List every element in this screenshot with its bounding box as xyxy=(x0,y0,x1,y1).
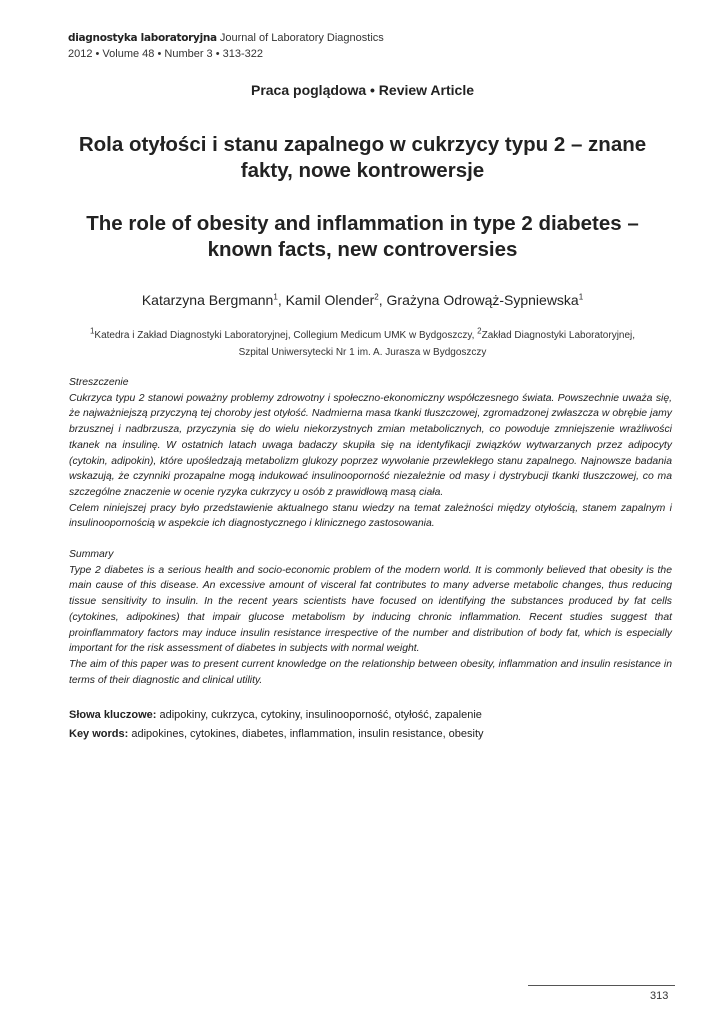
keywords-english xyxy=(69,728,679,740)
author-list xyxy=(0,292,725,308)
author-name: Katarzyna Bergmann xyxy=(141,292,274,308)
affiliation-text: Zakład Diagnostyki Laboratoryjnej, xyxy=(481,330,636,341)
abstract-body: Cukrzyca typu 2 stanowi poważny problemy zdrowotny i społeczno-ekonomiczny współczesnego świata. Powszechnie uważa się, że najważniejszą przyczyną tej choroby jest otyłość. Nadmierna masa tkanki tłuszczowej, zgromadzonej zwłaszcza w obrębie jamy brzusznej i nadbrzusza, przyczynia się do wielu niekorzystnych zmian metabolicznych, co powoduje zmniejszenie wrażliwości tkanek na insulinę. W ostatnich latach uwaga badaczy skupiła się na identyfikacji związków wytwarzanych przez adipocyty (cytokin, adipokin), które upośledzają metabolizm glukozy poprzez wywołanie przewlekłego stanu zapalnego. Najnowsze badania wskazują, że czynniki prozapalne mogą indukować insulinooporność niezależnie od masy i dystrybucji tkanki tłuszczowej, co ma szczególne znaczenie w ocenie ryzyka cukrzycy u osób z prawidłową masą ciała. xyxy=(69,392,672,498)
abstract-aim: Celem niniejszej pracy było przedstawienie aktualnego stanu wiedzy na temat zależności między otyłością, stanem zapalnym i insulinoopornością w aspekcie ich diagnostycznego i klinicznego zastosowania. xyxy=(69,502,672,530)
title-polish: Rola otyłości i stanu zapalnego w cukrzycy typu 2 – znane fakty, nowe kontrowersje xyxy=(78,133,647,182)
journal-line xyxy=(68,30,384,46)
author-affiliation-mark: 1 xyxy=(273,292,278,302)
journal-header xyxy=(68,30,384,62)
author-separator: , xyxy=(378,292,387,308)
abstract-english xyxy=(69,547,672,688)
keywords-text: adipokiny, cukrzyca, cytokiny, insulinooporność, otyłość, zapalenie xyxy=(156,709,482,721)
affiliation-text: Katedra i Zakład Diagnostyki Laboratoryjnej, Collegium Medicum UMK w Bydgoszczy, xyxy=(94,330,475,341)
abstract-heading: Streszczenie xyxy=(69,377,129,388)
page-number: 313 xyxy=(650,990,669,1002)
author-name: Kamil Olender xyxy=(285,292,375,308)
title-english: The role of obesity and inflammation in type 2 diabetes – known facts, new controversies xyxy=(86,212,639,261)
summary-body: Type 2 diabetes is a serious health and socio-economic problem of the modern world. It is commonly believed that obesity is the main cause of this disease. An excessive amount of visceral fat contributes to many adverse metabolic changes, thus reducing tissue sensitivity to insulin. In the recent years scientists have focused on identifying the substances produced by fat cells (cytokines, adipokines) that impair glucose metabolism by inducing chronic inflammation. Recent studies suggest that proinflammatory factors may induce insulin resistance irrespective of the number and distribution of body fat, which is especially important for the risk assessment of diabetes in subjects with normal weight. xyxy=(69,564,672,655)
journal-brand: diagnostyka laboratoryjna xyxy=(68,32,217,44)
keywords-label: Słowa kluczowe: xyxy=(69,709,157,721)
abstract-polish xyxy=(69,375,672,532)
affiliation-line-1 xyxy=(60,327,665,344)
summary-aim: The aim of this paper was to present current knowledge on the relationship between obesity, inflammation and insulin resistance in terms of their diagnostic and clinical utility. xyxy=(69,658,672,686)
author-affiliation-mark: 1 xyxy=(578,292,584,302)
summary-heading: Summary xyxy=(69,549,114,560)
keywords-text: adipokines, cytokines, diabetes, inflammation, insulin resistance, obesity xyxy=(128,728,484,740)
affiliation-mark: 2 xyxy=(477,326,482,336)
keywords-polish xyxy=(69,709,679,721)
journal-name: Journal of Laboratory Diagnostics xyxy=(219,32,384,44)
affiliation-line-2: Szpital Uniwersytecki Nr 1 im. A. Jurasza w Bydgoszczy xyxy=(238,347,487,358)
keywords-label: Key words: xyxy=(69,728,129,740)
journal-issue: 2012 • Volume 48 • Number 3 • 313-322 xyxy=(68,48,264,60)
author-name: Grażyna Odrowąż-Sypniewska xyxy=(386,292,579,308)
author-separator: , xyxy=(277,292,286,308)
article-type: Praca poglądowa • Review Article xyxy=(250,82,474,98)
footer-divider xyxy=(528,985,675,986)
affiliations xyxy=(60,327,665,361)
affiliation-mark: 1 xyxy=(89,326,95,336)
author-affiliation-mark: 2 xyxy=(374,292,379,302)
